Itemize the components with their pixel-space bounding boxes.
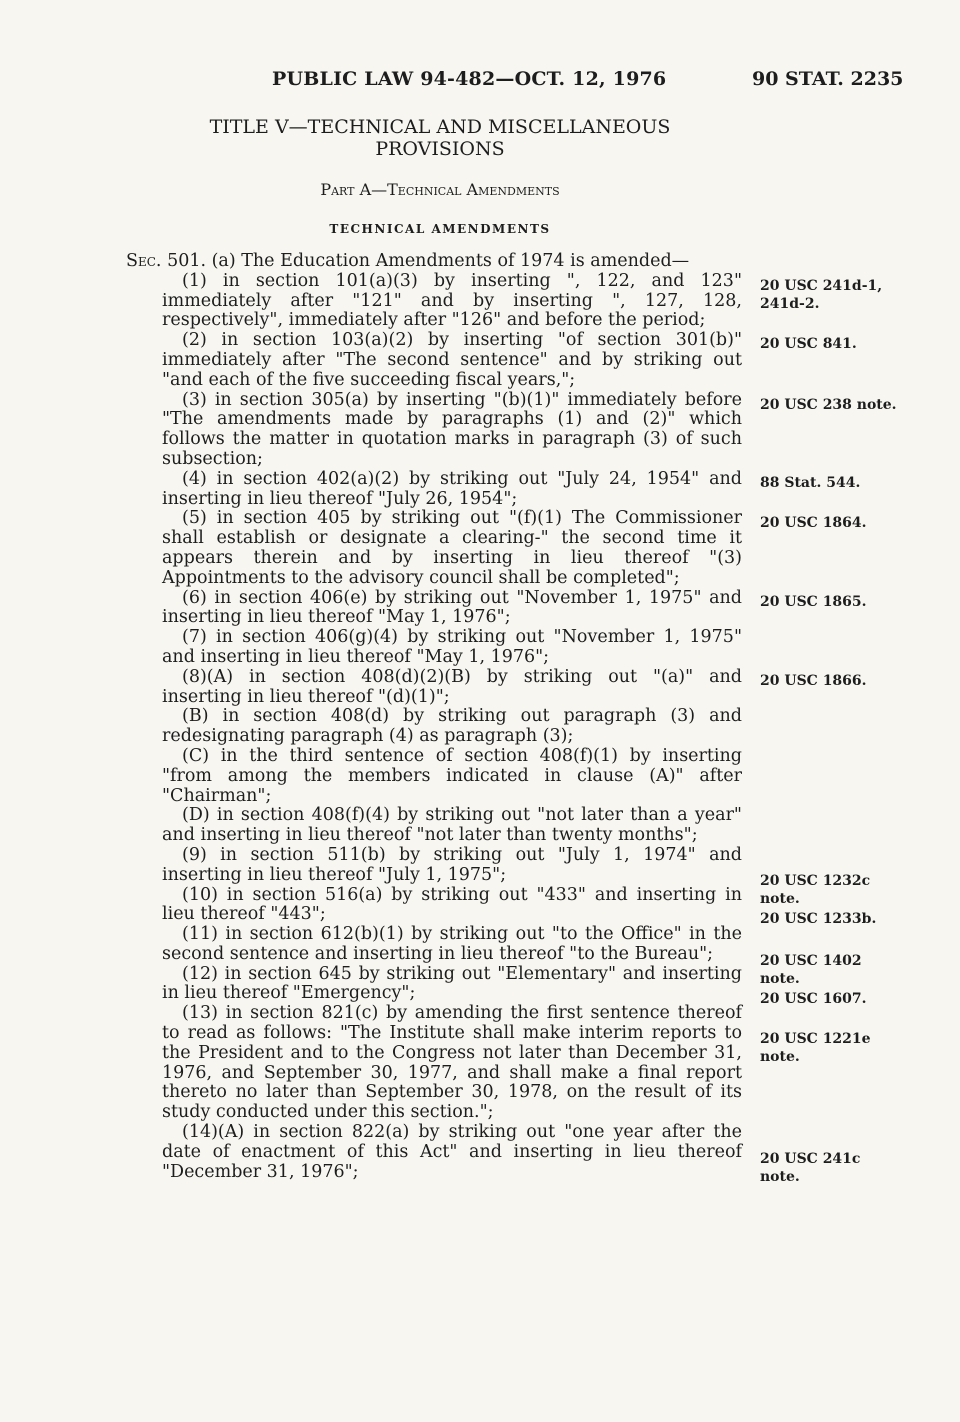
paragraph-8c: (C) in the third sentence of section 408(f)(1) by inserting "from among the members indicated in clause (A)" after "Chairman"; <box>162 745 742 806</box>
margin-note <box>760 1030 871 1066</box>
margin-note-line: 20 USC 1221e <box>760 1031 871 1047</box>
paragraph-text: 501. (a) The Education Amendments of 1974 is amended— <box>161 251 690 271</box>
margin-note-line: note. <box>760 1169 800 1185</box>
margin-note <box>760 396 897 414</box>
running-header: PUBLIC LAW 94-482—OCT. 12, 1976 <box>272 68 667 90</box>
margin-note <box>760 990 867 1008</box>
paragraph-11: (11) in section 612(b)(1) by striking out "to the Office" in the second sentence and inserting in lieu thereof "to the Bureau"; <box>162 924 742 964</box>
paragraph-14: (14)(A) in section 822(a) by striking out "one year after the date of enactment of this Act" and inserting in lieu thereof "December 31, 1976"; <box>162 1122 742 1182</box>
margin-note-line: note. <box>760 971 800 987</box>
paragraph-8a: (8)(A) in section 408(d)(2)(B) by striking out "(a)" and inserting in lieu thereof "(d)(1)"; <box>162 666 742 707</box>
document-body <box>126 251 742 1182</box>
paragraph-4: (4) in section 402(a)(2) by striking out "July 24, 1954" and inserting in lieu thereof "July 26, 1954"; <box>162 468 742 509</box>
margin-note <box>760 872 870 908</box>
margin-note-line: note. <box>760 891 800 907</box>
margin-note <box>760 277 882 313</box>
paragraph-1: (1) in section 101(a)(3) by inserting ", 122, and 123" immediately after "121" and by inserting ", 127, 128, respectively", immediately after "126" and before the period; <box>162 270 742 331</box>
margin-note-line: 20 USC 1865. <box>760 594 867 610</box>
paragraph-13: (13) in section 821(c) by amending the first sentence thereof to read as follows: "The Institute shall make interim reports to the President and to the Congress not later than December 31, 1976, and September 30, 1977, and shall make a final report thereto no later than September 30, 1978, on the result of its study conducted under this section."; <box>162 1003 742 1123</box>
title-line-2: PROVISIONS <box>375 138 505 160</box>
margin-note <box>760 952 862 988</box>
paragraph-8d: (D) in section 408(f)(4) by striking out "not later than a year" and inserting in lieu thereof "not later than twenty months"; <box>162 805 742 846</box>
title-line-1: TITLE V—TECHNICAL AND MISCELLANEOUS <box>209 116 671 138</box>
margin-note-line: 20 USC 1402 <box>760 953 862 969</box>
margin-note-line: 20 USC 1864. <box>760 515 867 531</box>
margin-note-line: 20 USC 1233b. <box>760 911 877 927</box>
part-heading: Part A—Technical Amendments <box>320 180 560 199</box>
statute-page-number: 90 STAT. 2235 <box>752 68 904 90</box>
margin-note-line: 241d-2. <box>760 296 820 312</box>
margin-note-line: 20 USC 238 note. <box>760 397 897 413</box>
paragraph-10: (10) in section 516(a) by striking out "433" and inserting in lieu thereof "443"; <box>162 884 742 925</box>
margin-note-line: 20 USC 241c <box>760 1151 861 1167</box>
paragraph-6: (6) in section 406(e) by striking out "November 1, 1975" and inserting in lieu thereof "May 1, 1976"; <box>162 587 742 628</box>
margin-note <box>760 474 860 492</box>
paragraph-12: (12) in section 645 by striking out "Elementary" and inserting in lieu thereof "Emergency"; <box>162 963 742 1004</box>
margin-note-line: 20 USC 241d-1, <box>760 278 883 294</box>
margin-note-line: 88 Stat. 544. <box>760 475 861 491</box>
paragraph-intro <box>126 251 742 272</box>
margin-note-line: note. <box>760 1049 800 1065</box>
margin-note-line: 20 USC 1866. <box>760 673 867 689</box>
margin-note <box>760 1150 860 1186</box>
margin-note-line: 20 USC 1607. <box>760 991 867 1007</box>
sec-label: Sec. <box>126 251 162 271</box>
margin-note <box>760 672 867 690</box>
paragraph-5: (5) in section 405 by striking out "(f)(1) The Commissioner shall establish or designate a clearing-" the second time it appears therein and by inserting in lieu thereof "(3) Appointments to the advisory council shall be completed"; <box>162 508 742 588</box>
margin-note-line: 20 USC 1232c <box>760 873 871 889</box>
paragraph-9: (9) in section 511(b) by striking out "July 1, 1974" and inserting in lieu thereof "July 1, 1975"; <box>162 844 742 885</box>
title-heading <box>160 116 720 160</box>
margin-note <box>760 910 876 928</box>
paragraph-3: (3) in section 305(a) by inserting "(b)(1)" immediately before "The amendments made by paragraphs (1) and (2)" which follows the matter in quotation marks in paragraph (3) of such subsection; <box>162 389 742 469</box>
margin-note <box>760 514 867 532</box>
paragraph-2: (2) in section 103(a)(2) by inserting "of section 301(b)" immediately after "The second sentence" and by striking out "and each of the five succeeding fiscal years,"; <box>162 330 742 390</box>
section-heading: TECHNICAL AMENDMENTS <box>329 222 551 236</box>
margin-note <box>760 335 857 353</box>
paragraph-8b: (B) in section 408(d) by striking out paragraph (3) and redesignating paragraph (4) as paragraph (3); <box>162 706 742 747</box>
margin-note <box>760 593 867 611</box>
margin-note-line: 20 USC 841. <box>760 336 857 352</box>
paragraph-7: (7) in section 406(g)(4) by striking out "November 1, 1975" and inserting in lieu thereof "May 1, 1976"; <box>162 627 742 667</box>
